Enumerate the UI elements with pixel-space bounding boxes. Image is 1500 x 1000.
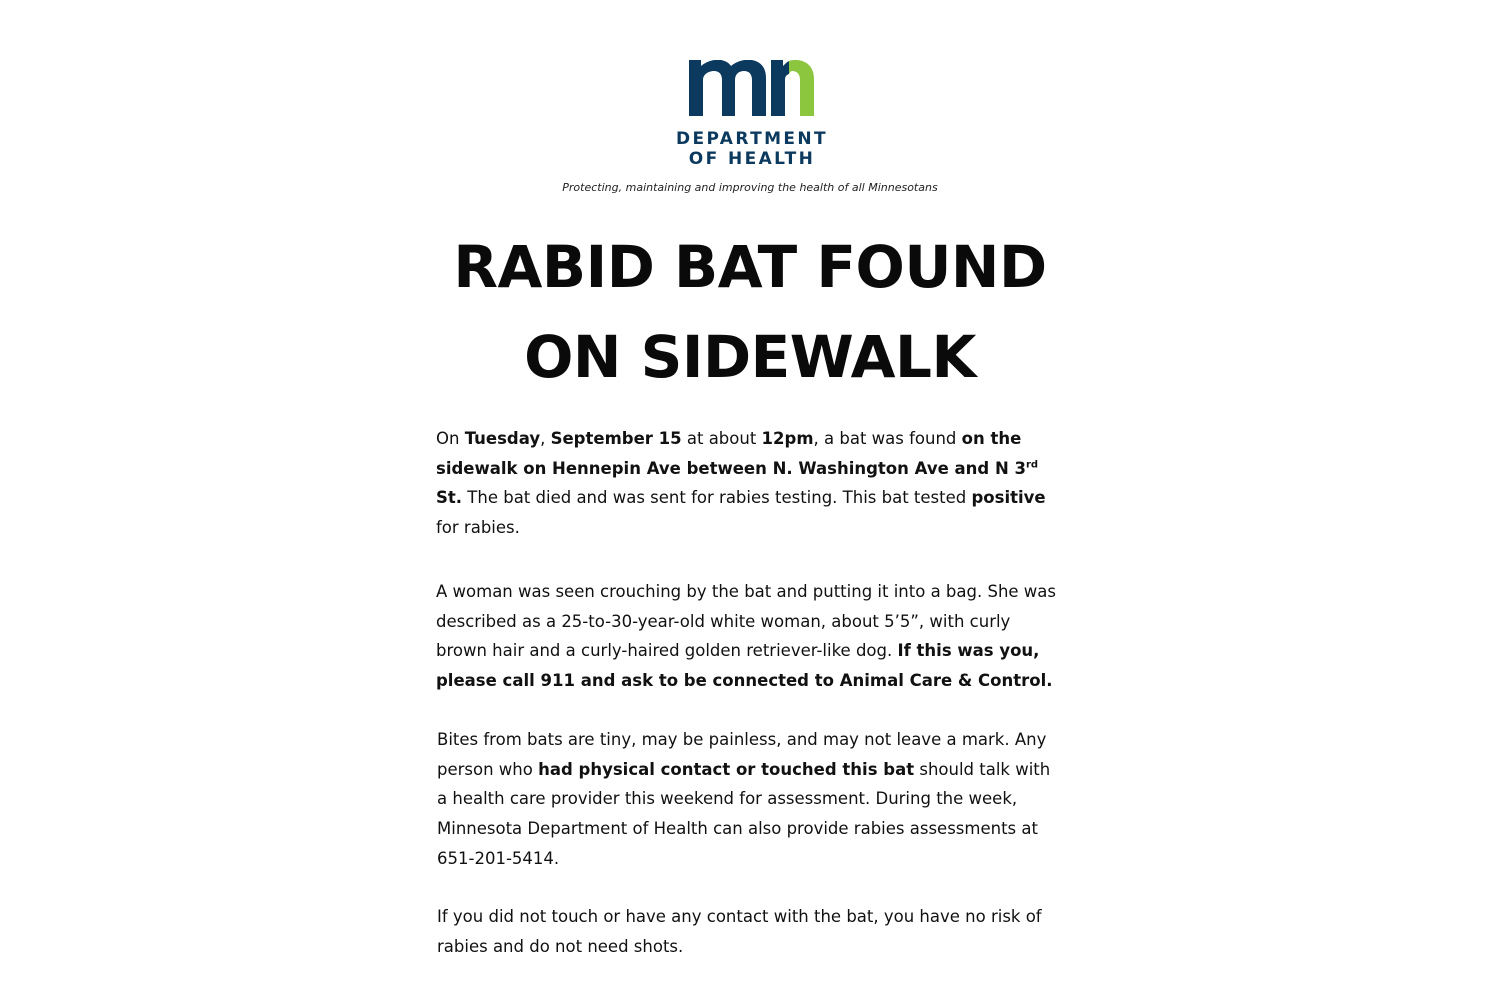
- text-run: at about: [681, 429, 762, 448]
- headline-line-2: ON SIDEWALK: [524, 323, 976, 391]
- text-run: A woman was seen crouching by the bat and putting it into a bag. She was described as a 25-to-30-year-old white woman, about 5’5”, with curly brown hair and a curly-haired golden retriever-like dog.: [436, 582, 1056, 661]
- text-run: Bites from bats are tiny, may be painless, and may not leave a mark. Any person who: [437, 730, 1047, 779]
- logo-m-shape: [689, 60, 766, 116]
- logo-of-health-text: OF HEALTH: [688, 149, 816, 169]
- paragraph-witness: [436, 577, 1056, 696]
- logo-n-arch-shape: [789, 60, 814, 116]
- tagline: Protecting, maintaining and improving the health of all Minnesotans: [562, 181, 938, 194]
- bold-date: September 15: [550, 429, 682, 448]
- text-run: On: [436, 429, 465, 448]
- bold-call-instruction: If this was you, please call 911 and ask to be connected to Animal Care & Control.: [436, 641, 1053, 691]
- text-run: for rabies.: [436, 518, 520, 538]
- superscript-rd: rd: [1025, 459, 1039, 471]
- logo-department-text: DEPARTMENT: [675, 129, 829, 149]
- mn-logo-mark-icon: [687, 60, 817, 116]
- mdh-logo: [672, 60, 832, 172]
- logo-n-stem-shape: [771, 60, 789, 116]
- paragraph-incident: [436, 424, 1056, 543]
- text-run: ,: [540, 429, 551, 448]
- headline: [350, 222, 1150, 402]
- bold-positive: positive: [971, 488, 1046, 508]
- text-run: If you did not touch or have any contact with the bat, you have no risk of rabies and do not need shots.: [437, 907, 1042, 956]
- paragraph-no-risk: [437, 902, 1057, 961]
- bold-location: on the sidewalk on Hennepin Ave between N. Washington Ave and N 3: [436, 429, 1026, 478]
- text-run: , a bat was found: [813, 429, 962, 448]
- headline-line-1: RABID BAT FOUND: [453, 233, 1047, 301]
- bold-time: 12pm: [761, 429, 814, 448]
- bold-day: Tuesday: [464, 429, 541, 448]
- paragraph-bites: [437, 725, 1057, 874]
- text-run: should talk with a health care provider this weekend for assessment. During the week, Minnesota Department of Health can also provide rabies assessments at 651-201-5414.: [437, 759, 1051, 868]
- bold-contact: had physical contact or touched this bat: [538, 759, 915, 779]
- bold-street: St.: [436, 488, 463, 508]
- text-run: The bat died and was sent for rabies testing. This bat tested: [462, 488, 972, 508]
